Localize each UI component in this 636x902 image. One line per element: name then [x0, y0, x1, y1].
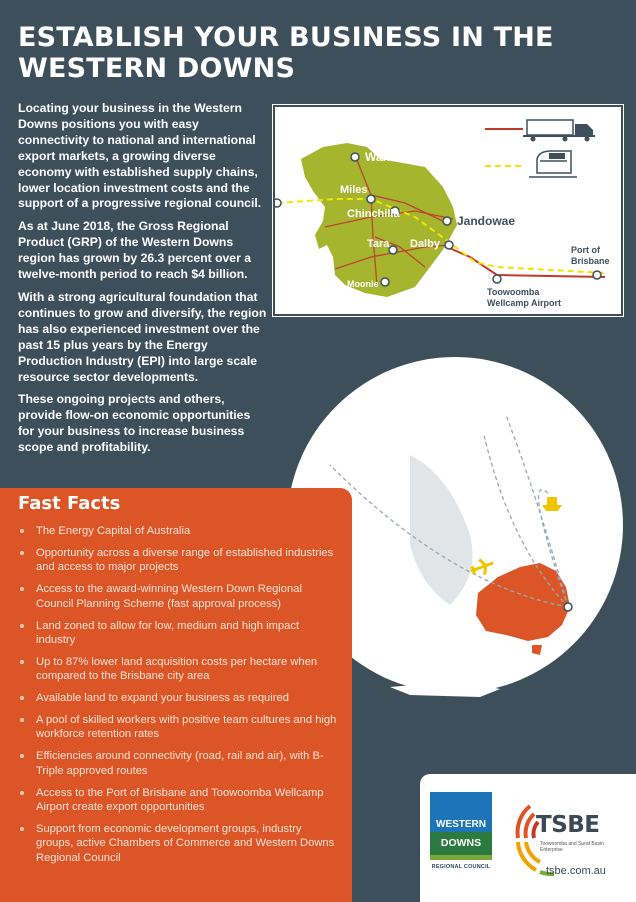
tsbe-subtitle: Toowoomba and Surat Basin Enterprise [540, 841, 604, 853]
fast-facts-list [18, 524, 338, 873]
page-title: ESTABLISH YOUR BUSINESS IN THE WESTERN DOWNS [18, 22, 554, 84]
town-dot [381, 278, 389, 286]
label-jandowae: Jandowae [457, 214, 516, 228]
fast-facts-title: Fast Facts [18, 493, 121, 514]
list-item: Access to the Port of Brisbane and Toowoomba Wellcamp Airport create export opportunities [18, 786, 338, 815]
list-item: Efficiencies around connectivity (road, rail and air), with B-Triple approved routes [18, 749, 338, 778]
list-item: Available land to expand your business as required [18, 691, 338, 705]
town-dot [367, 195, 375, 203]
western-downs-logo[interactable]: WESTERN DOWNS REGIONAL COUNCIL [430, 792, 492, 877]
intro-paragraph: Locating your business in the Western Downs positions you with easy connectivity to national and international export markets, a growing diverse economy with established supply chains, lower location investment costs and the support of a progressive regional council. [18, 101, 262, 211]
western-downs-region [301, 143, 457, 297]
town-dot [389, 246, 397, 254]
label-airport-line1: Toowoomba [487, 287, 540, 297]
bullet-icon [20, 754, 24, 758]
bullet-icon [20, 529, 24, 533]
label-moonie: Moonie [347, 279, 379, 289]
tsbe-name: TSBE [536, 812, 600, 838]
list-item: Access to the award-winning Western Down Regional Council Planning Scheme (fast approval process) [18, 582, 338, 611]
town-dot [493, 275, 501, 283]
town-dot [445, 241, 453, 249]
fast-facts-panel [0, 488, 352, 902]
list-item: Opportunity across a diverse range of established industries and access to major projects [18, 546, 338, 575]
bullet-icon [20, 624, 24, 628]
town-dot [275, 199, 281, 207]
region-map [273, 105, 623, 316]
town-dot [351, 153, 359, 161]
bullet-icon [20, 718, 24, 722]
bullet-icon [20, 660, 24, 664]
label-chinchilla: Chinchilla [347, 208, 400, 220]
label-miles: Miles [340, 184, 368, 196]
list-item: Support from economic development groups, industry groups, active Chambers of Commerce and Western Downs Regional Council [18, 822, 338, 865]
label-port-line2: Brisbane [571, 256, 610, 266]
town-dot [443, 217, 451, 225]
label-port-line1: Port of [571, 245, 600, 255]
list-item: Land zoned to allow for low, medium and high impact industry [18, 619, 338, 648]
bullet-icon [20, 791, 24, 795]
bullet-icon [20, 696, 24, 700]
list-item: The Energy Capital of Australia [18, 524, 338, 538]
logos-panel [420, 774, 636, 902]
train-icon [529, 151, 577, 177]
list-item: Up to 87% lower land acquisition costs per hectare when compared to the Brisbane city area [18, 655, 338, 684]
bullet-icon [20, 827, 24, 831]
label-dalby: Dalby [410, 238, 440, 250]
list-item: A pool of skilled workers with positive team cultures and high workforce retention rates [18, 713, 338, 742]
label-airport-line2: Wellcamp Airport [487, 298, 562, 308]
bullet-icon [20, 551, 24, 555]
bullet-icon [20, 587, 24, 591]
label-wandoan: Wandoan [365, 150, 419, 164]
intro-paragraph: As at June 2018, the Gross Regional Product (GRP) of the Western Downs region has grown by 26.3 percent over a twelve-month period to reach $4 billion. [18, 219, 251, 282]
label-tara: Tara [367, 238, 390, 250]
tsbe-url-link[interactable]: tsbe.com.au [546, 865, 606, 877]
town-dot [593, 271, 601, 279]
intro-text [18, 101, 268, 463]
truck-icon [523, 120, 595, 142]
intro-paragraph: These ongoing projects and others, provide flow-on economic opportunities for your business to increase business scope and profitability. [18, 392, 251, 455]
intro-paragraph: With a strong agricultural foundation that continues to grow and diversify, the region has also experienced investment over the past 15 plus years by the Energy Production Industry (EPI) into large scale resource sector developments. [18, 289, 267, 384]
region-map-graphic [275, 107, 621, 314]
